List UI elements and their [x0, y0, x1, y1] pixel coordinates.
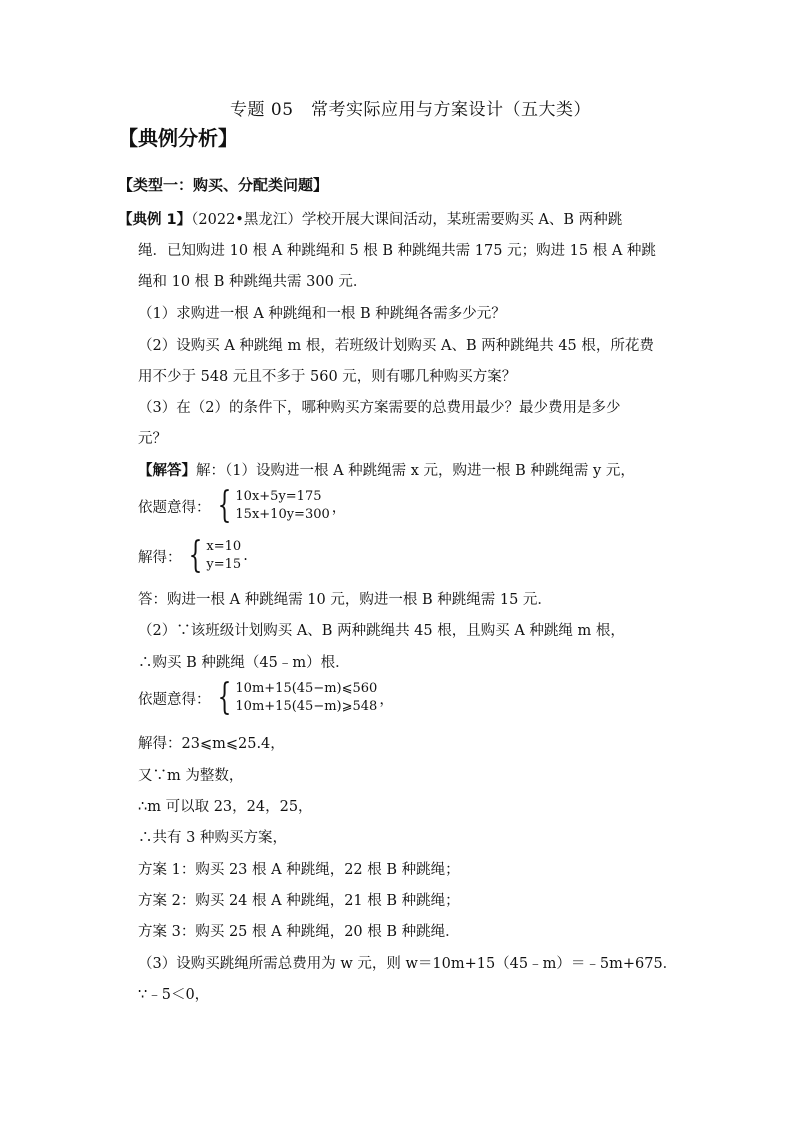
inequality-system-2 [138, 677, 394, 718]
system-2-ineq-2: 10m+15(45−m)⩾548 [235, 699, 378, 714]
left-brace-icon: { [217, 485, 231, 526]
solution-1-equations [206, 538, 241, 574]
system-2-label: 依题意得： [138, 691, 211, 708]
part-2-line-1: （2）∵该班级计划购买 A、B 两种跳绳共 45 根，且购买 A 种跳绳 m 根， [138, 623, 625, 639]
part-2-values: ∴m 可以取 23，24，25， [138, 799, 313, 815]
equation-system-1 [138, 485, 347, 526]
example-line-1 [118, 210, 622, 230]
answer-1: 答：购进一根 A 种跳绳需 10 元，购进一根 B 种跳绳需 15 元． [138, 592, 552, 608]
solution-1-eq-1: x=10 [206, 539, 242, 554]
document-title: 专题 05 常考实际应用与方案设计（五大类） [230, 100, 592, 120]
part-3-line-2: ∵﹣5＜0， [138, 987, 210, 1003]
plan-2: 方案 2：购买 24 根 A 种跳绳，21 根 B 种跳绳； [138, 893, 460, 909]
system-1-equations [235, 488, 329, 524]
solution-system-1 [138, 535, 248, 576]
system-2-ineq-1: 10m+15(45−m)⩽560 [235, 681, 378, 696]
example-text-1: （2022•黑龙江）学校开展大课间活动，某班需要购买 A、B 两种跳 [191, 212, 623, 228]
example-line-3: 绳和 10 根 B 种跳绳共需 300 元． [138, 274, 368, 290]
answer-tag: 【解答】 [138, 463, 196, 479]
system-1-trail: ， [331, 499, 347, 516]
question-2-line-1: （2）设购买 A 种跳绳 m 根，若班级计划购买 A、B 两种跳绳共 45 根，所花费 [138, 338, 654, 354]
example-line-2: 绳．已知购进 10 根 A 种跳绳和 5 根 B 种跳绳共需 175 元；购进 15 根 A 种跳 [138, 243, 656, 259]
left-brace-icon: { [217, 677, 231, 718]
answer-line-1 [138, 461, 635, 481]
part-2-count: ∴共有 3 种购买方案， [138, 830, 287, 846]
answer-text-1: 解：（1）设购进一根 A 种跳绳需 x 元，购进一根 B 种跳绳需 y 元， [196, 463, 635, 479]
system-1-eq-2: 15x+10y=300 [235, 507, 330, 522]
solution-1-eq-2: y=15 [206, 557, 242, 572]
question-3-line-2: 元？ [138, 431, 167, 447]
section-heading: 【典例分析】 [118, 126, 238, 150]
question-1: （1）求购进一根 A 种跳绳和一根 B 种跳绳各需多少元？ [138, 306, 506, 322]
solution-1-trail: . [243, 548, 248, 564]
part-3-line-1: （3）设购买跳绳所需总费用为 w 元，则 w＝10m+15（45﹣m）＝﹣5m+675． [138, 956, 678, 972]
question-3-line-1: （3）在（2）的条件下，哪种购买方案需要的总费用最少？最少费用是多少 [138, 400, 621, 416]
part-2-solve: 解得：23⩽m⩽25.4， [138, 736, 285, 752]
system-1-eq-1: 10x+5y=175 [235, 489, 322, 504]
left-brace-icon: { [188, 535, 202, 576]
system-1-label: 依题意得： [138, 499, 211, 516]
example-tag: 【典例 1】 [118, 212, 192, 228]
plan-1: 方案 1：购买 23 根 A 种跳绳，22 根 B 种跳绳； [138, 862, 460, 878]
system-2-trail: ， [379, 691, 394, 708]
system-2-inequalities [235, 680, 377, 716]
plan-3: 方案 3：购买 25 根 A 种跳绳，20 根 B 种跳绳． [138, 924, 460, 940]
part-2-line-2: ∴购买 B 种跳绳（45﹣m）根． [138, 655, 350, 671]
type-heading: 【类型一：购买、分配类问题】 [118, 176, 329, 194]
part-2-integer: 又∵m 为整数， [138, 768, 244, 784]
solution-1-label: 解得： [138, 549, 182, 566]
question-2-line-2: 用不少于 548 元且不多于 560 元，则有哪几种购买方案？ [138, 369, 517, 385]
